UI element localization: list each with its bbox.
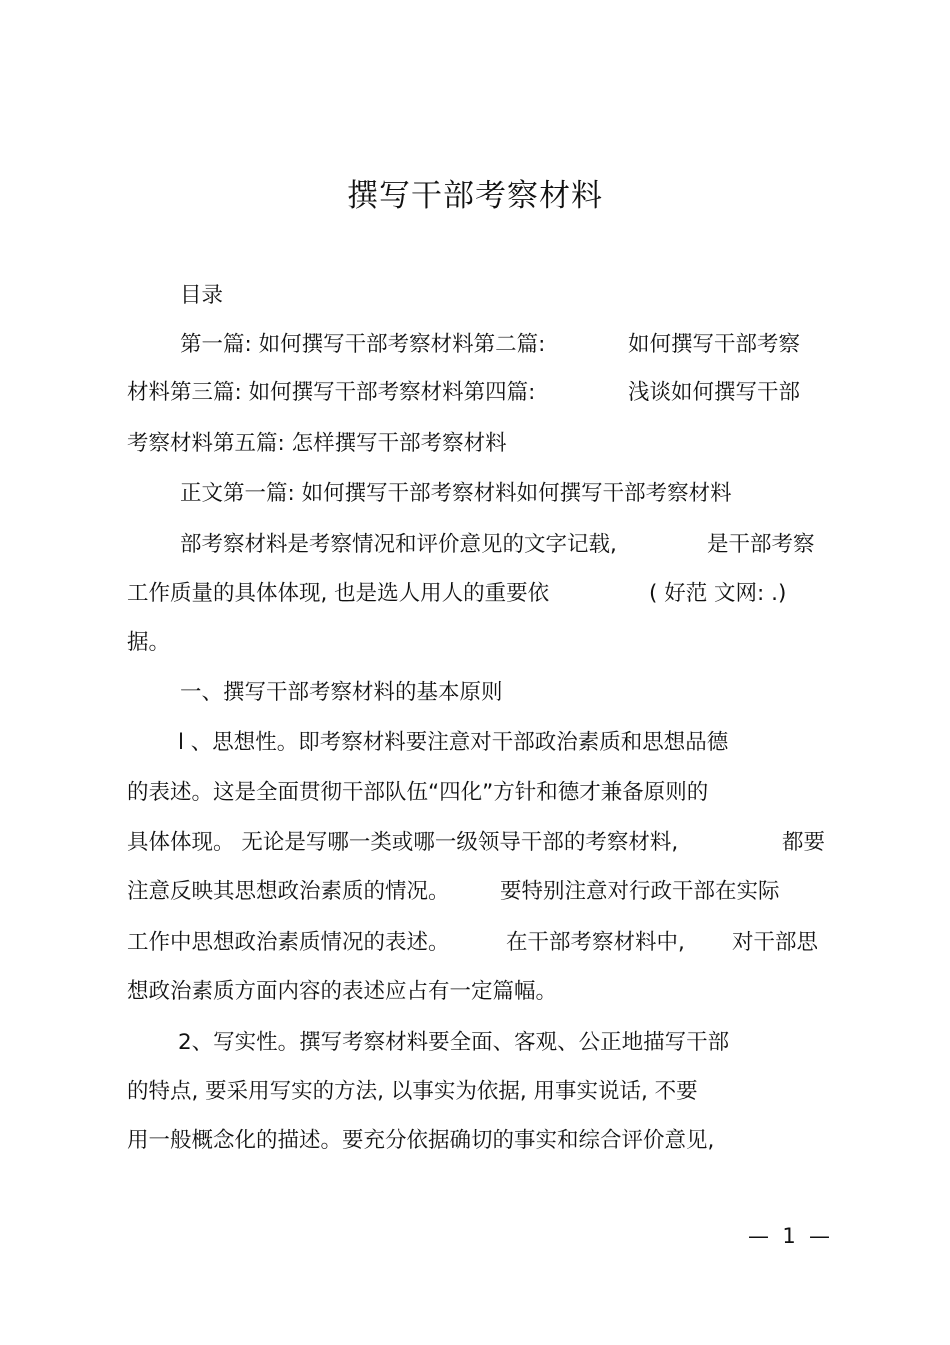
website-note: ( 好范 文网: .) <box>649 581 787 606</box>
paragraph-line: 2、写实性。撰写考察材料要全面、客观、公正地描写干部 <box>178 1030 730 1055</box>
paragraph-line: 部考察材料是考察情况和评价意见的文字记载, <box>180 532 617 557</box>
toc-line: 浅谈如何撰写干部 <box>628 380 801 405</box>
body-heading: 正文第一篇: 如何撰写干部考察材料如何撰写干部考察材料 <box>180 481 732 506</box>
paragraph-line: 是干部考察 <box>707 532 815 557</box>
toc-line: 考察材料第五篇: 怎样撰写干部考察材料 <box>127 431 507 456</box>
paragraph-line: 注意反映其思想政治素质的情况。 <box>127 879 450 904</box>
toc-line: 如何撰写干部考察 <box>628 332 801 357</box>
paragraph-line: 的特点, 要采用写实的方法, 以事实为依据, 用事实说话, 不要 <box>127 1079 698 1104</box>
section-heading: 一、撰写干部考察材料的基本原则 <box>180 680 503 705</box>
paragraph-line: 都要 <box>782 830 826 855</box>
toc-line: 第一篇: 如何撰写干部考察材料第二篇: <box>180 332 546 357</box>
paragraph-line: 的表述。这是全面贯彻干部队伍“四化”方针和德才兼备原则的 <box>127 780 709 805</box>
document-title: 撰写干部考察材料 <box>347 178 603 214</box>
paragraph-line: 要特别注意对行政干部在实际 <box>500 879 780 904</box>
paragraph-line: 具体体现。 无论是写哪一类或哪一级领导干部的考察材料, <box>127 830 679 855</box>
toc-line: 材料第三篇: 如何撰写干部考察材料第四篇: <box>127 380 536 405</box>
toc-heading: 目录 <box>180 283 224 308</box>
paragraph-line: l 、思想性。即考察材料要注意对干部政治素质和思想品德 <box>178 730 729 755</box>
paragraph-line: 想政治素质方面内容的表述应占有一定篇幅。 <box>127 979 558 1004</box>
paragraph-line: 据。 <box>127 630 171 655</box>
paragraph-line: 工作质量的具体体现, 也是选人用人的重要依 <box>127 581 550 606</box>
paragraph-line: 工作中思想政治素质情况的表述。 <box>127 930 450 955</box>
paragraph-line: 在干部考察材料中, <box>506 930 685 955</box>
paragraph-line: 用一般概念化的描述。要充分依据确切的事实和综合评价意见, <box>127 1128 715 1153</box>
paragraph-line: 对干部思 <box>732 930 819 955</box>
page-number: — 1 — <box>748 1224 831 1248</box>
